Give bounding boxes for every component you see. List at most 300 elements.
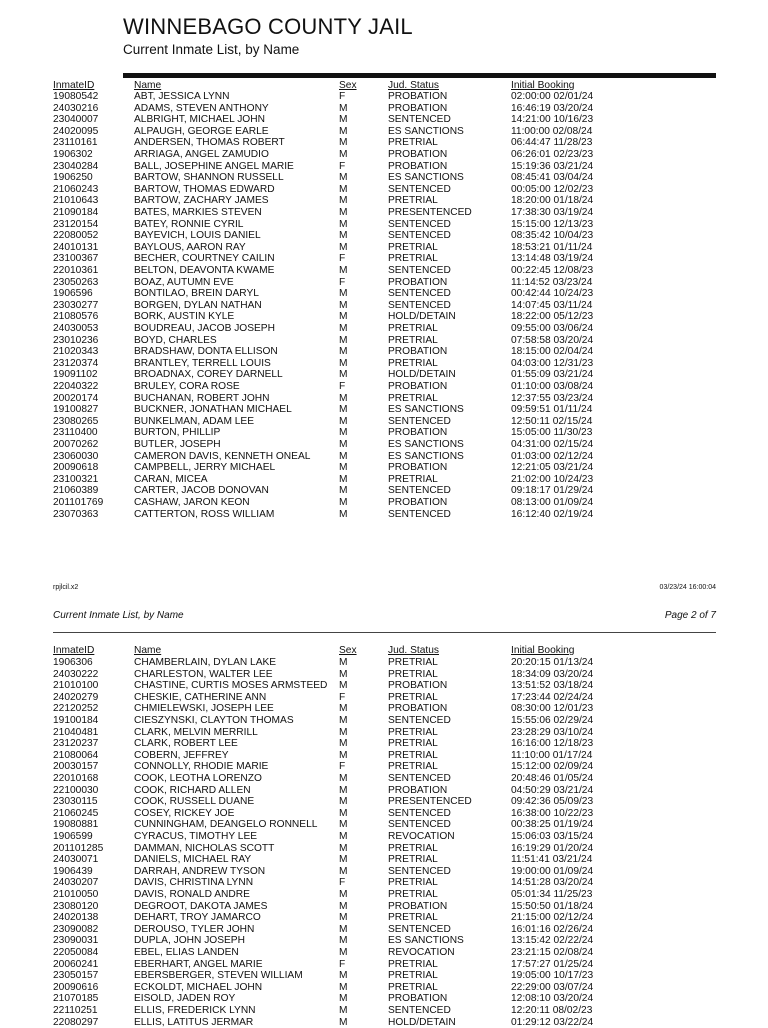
jud-status: PROBATION — [388, 381, 448, 392]
inmate-name: BORK, AUSTIN KYLE — [134, 311, 235, 323]
inmate-sex: F — [339, 276, 346, 288]
table-row — [0, 369, 768, 381]
inmate-name: BRANTLEY, TERRELL LOUIS — [134, 357, 271, 369]
col-header-jud-status: Jud. Status — [388, 645, 439, 656]
inmate-sex: M — [339, 900, 348, 912]
inmate-id: 1906596 — [53, 288, 93, 300]
inmate-id: 20090618 — [53, 462, 99, 474]
inmate-name: ECKOLDT, MICHAEL JOHN — [134, 981, 263, 993]
inmate-id: 24020279 — [53, 691, 99, 703]
inmate-name: CYRACUS, TIMOTHY LEE — [134, 831, 258, 842]
jud-status: PRETRIAL — [388, 657, 438, 668]
table-row — [0, 416, 768, 428]
inmate-sex: M — [339, 784, 348, 796]
inmate-name: BALL, JOSEPHINE ANGEL MARIE — [134, 160, 294, 172]
inmate-name: COBERN, JEFFREY — [134, 749, 229, 761]
inmate-sex: M — [339, 346, 348, 358]
jud-status: PRETRIAL — [388, 889, 438, 900]
jud-status: HOLD/DETAIN — [388, 1016, 456, 1028]
inmate-id: 1906439 — [53, 865, 93, 877]
jud-status: PRETRIAL — [388, 981, 438, 993]
inmate-sex: M — [339, 726, 348, 738]
inmate-name: BARTOW, SHANNON RUSSELL — [134, 172, 284, 184]
initial-booking: 11:10:00 01/17/24 — [511, 749, 593, 761]
table-row — [0, 91, 768, 103]
inmate-sex: F — [339, 91, 346, 102]
jud-status: SENTENCED — [388, 819, 451, 831]
inmate-sex: F — [339, 160, 346, 172]
initial-booking: 16:01:16 02/26/24 — [511, 923, 594, 935]
jud-status: ES SANCTIONS — [388, 439, 464, 450]
table-row — [0, 959, 768, 971]
inmate-id: 22010168 — [53, 773, 99, 784]
inmate-id: 24010131 — [53, 241, 99, 253]
inmate-id: 19100184 — [53, 715, 99, 726]
jud-status: SENTENCED — [388, 299, 451, 311]
inmate-sex: M — [339, 241, 348, 253]
inmate-name: BELTON, DEAVONTA KWAME — [134, 265, 275, 276]
table-row — [0, 114, 768, 126]
jud-status: REVOCATION — [388, 831, 455, 842]
inmate-name: ALPAUGH, GEORGE EARLE — [134, 125, 269, 137]
inmate-sex: M — [339, 485, 348, 497]
jud-status: PROBATION — [388, 784, 448, 796]
inmate-name: EBERHART, ANGEL MARIE — [134, 958, 263, 970]
jud-status: SENTENCED — [388, 773, 451, 784]
inmate-id: 21010643 — [53, 195, 99, 207]
inmate-sex: M — [339, 288, 348, 300]
initial-booking: 08:45:41 03/04/24 — [511, 172, 594, 184]
jud-status: PRETRIAL — [388, 691, 438, 703]
inmate-id: 24030207 — [53, 877, 99, 889]
jud-status: SENTENCED — [388, 288, 451, 300]
page2-title: Current Inmate List, by Name — [53, 610, 184, 621]
jud-status: PROBATION — [388, 149, 448, 160]
inmate-sex: M — [339, 819, 348, 831]
inmate-id: 23120154 — [53, 218, 99, 230]
jud-status: SENTENCED — [388, 807, 451, 819]
inmate-name: EBEL, ELIAS LANDEN — [134, 947, 239, 958]
inmate-name: ABT, JESSICA LYNN — [134, 91, 230, 102]
inmate-name: CLARK, ROBERT LEE — [134, 738, 238, 750]
table-row — [0, 1005, 768, 1017]
inmate-id: 22010361 — [53, 265, 99, 276]
inmate-id: 21080064 — [53, 749, 99, 761]
jud-status: PROBATION — [388, 160, 448, 172]
inmate-sex: M — [339, 923, 348, 935]
table-row — [0, 404, 768, 416]
inmate-id: 23060030 — [53, 450, 99, 462]
inmate-id: 23120237 — [53, 738, 99, 750]
inmate-id: 23010236 — [53, 334, 99, 346]
inmate-sex: M — [339, 427, 348, 439]
inmate-name: CARTER, JACOB DONOVAN — [134, 485, 269, 497]
initial-booking: 18:15:00 02/04/24 — [511, 346, 594, 358]
initial-booking: 20:20:15 01/13/24 — [511, 657, 594, 668]
inmate-id: 22080052 — [53, 230, 99, 242]
inmate-name: ELLIS, FREDERICK LYNN — [134, 1005, 256, 1016]
table-row — [0, 831, 768, 843]
jud-status: PRETRIAL — [388, 761, 438, 773]
inmate-sex: M — [339, 865, 348, 877]
inmate-sex: M — [339, 807, 348, 819]
inmate-sex: M — [339, 323, 348, 334]
jud-status: SENTENCED — [388, 230, 451, 242]
table-row — [0, 172, 768, 184]
inmate-id: 19080881 — [53, 819, 99, 831]
table-row — [0, 657, 768, 669]
jud-status: ES SANCTIONS — [388, 450, 464, 462]
inmate-id: 19080542 — [53, 91, 99, 102]
col-header-inmateid: InmateID — [53, 645, 95, 656]
table-row — [0, 346, 768, 358]
inmate-name: COSEY, RICKEY JOE — [134, 807, 235, 819]
inmate-sex: M — [339, 334, 348, 346]
initial-booking: 17:38:30 03/19/24 — [511, 207, 594, 218]
jud-status: SENTENCED — [388, 218, 451, 230]
inmate-id: 24020138 — [53, 912, 99, 924]
page2-rule — [53, 632, 716, 633]
report-code: rpjlcil.x2 — [53, 584, 79, 591]
inmate-id: 23040284 — [53, 160, 99, 172]
initial-booking: 21:15:00 02/12/24 — [511, 912, 594, 924]
inmate-name: BOUDREAU, JACOB JOSEPH — [134, 323, 275, 334]
jud-status: PRETRIAL — [388, 749, 438, 761]
inmate-name: BATES, MARKIES STEVEN — [134, 207, 262, 218]
inmate-name: DAVIS, RONALD ANDRE — [134, 889, 250, 900]
inmate-id: 23030115 — [53, 796, 98, 808]
jud-status: PROBATION — [388, 91, 448, 102]
table-row — [0, 427, 768, 439]
jud-status: PROBATION — [388, 680, 448, 692]
jud-status: PRETRIAL — [388, 137, 438, 149]
inmate-name: DUPLA, JOHN JOSEPH — [134, 935, 245, 947]
inmate-id: 22100030 — [53, 784, 99, 796]
initial-booking: 01:03:00 02/12/24 — [511, 450, 594, 462]
initial-booking: 15:55:06 02/29/24 — [511, 715, 594, 726]
table-row — [0, 901, 768, 913]
table-row — [0, 311, 768, 323]
initial-booking: 23:21:15 02/08/24 — [511, 947, 594, 958]
table-row — [0, 219, 768, 231]
inmate-sex: M — [339, 357, 348, 369]
inmate-name: EISOLD, JADEN ROY — [134, 993, 236, 1005]
inmate-id: 23110400 — [53, 427, 98, 439]
inmate-name: BUTLER, JOSEPH — [134, 439, 221, 450]
inmate-sex: M — [339, 497, 348, 508]
inmate-id: 20090616 — [53, 981, 99, 993]
initial-booking: 04:03:00 12/31/23 — [511, 357, 594, 369]
initial-booking: 00:22:45 12/08/23 — [511, 265, 594, 276]
inmate-name: BARTOW, ZACHARY JAMES — [134, 195, 269, 207]
col-header-name: Name — [134, 645, 162, 656]
initial-booking: 00:42:44 10/24/23 — [511, 288, 594, 300]
table-row — [0, 265, 768, 277]
jud-status: PRETRIAL — [388, 473, 438, 485]
inmate-id: 21040481 — [53, 726, 99, 738]
table-row — [0, 715, 768, 727]
inmate-name: BATEY, RONNIE CYRIL — [134, 218, 244, 230]
inmate-name: BUNKELMAN, ADAM LEE — [134, 415, 255, 427]
inmate-id: 201101769 — [53, 497, 104, 508]
table-row — [0, 149, 768, 161]
inmate-name: COOK, RICHARD ALLEN — [134, 784, 251, 796]
col-header-initial-booking: Initial Booking — [511, 645, 575, 656]
initial-booking: 01:10:00 03/08/24 — [511, 381, 594, 392]
col-header-name: Name — [134, 80, 162, 91]
table-row — [0, 703, 768, 715]
jud-status: PRESENTENCED — [388, 207, 472, 218]
inmate-id: 1906599 — [53, 831, 93, 842]
inmate-name: BOYD, CHARLES — [134, 334, 217, 346]
initial-booking: 02:00:00 02/01/24 — [511, 91, 594, 102]
inmate-id: 21060243 — [53, 183, 99, 195]
initial-booking: 06:44:47 11/28/23 — [511, 137, 593, 149]
header-rule — [123, 73, 716, 78]
inmate-id: 23090082 — [53, 923, 99, 935]
jud-status: PRETRIAL — [388, 958, 438, 970]
inmate-sex: M — [339, 508, 348, 520]
inmate-id: 23100367 — [53, 253, 99, 265]
inmate-sex: M — [339, 715, 348, 726]
inmate-id: 22050084 — [53, 947, 99, 958]
table-row — [0, 750, 768, 762]
table-row — [0, 485, 768, 497]
table-row — [0, 738, 768, 750]
table-row — [0, 924, 768, 936]
initial-booking: 13:51:52 03/18/24 — [511, 680, 594, 692]
inmate-name: DAVIS, CHRISTINA LYNN — [134, 877, 254, 889]
inmate-name: DEHART, TROY JAMARCO — [134, 912, 261, 924]
table-row — [0, 785, 768, 797]
jud-status: PRETRIAL — [388, 970, 438, 982]
inmate-id: 20020174 — [53, 392, 99, 404]
jud-status: SENTENCED — [388, 1005, 451, 1016]
initial-booking: 12:37:55 03/23/24 — [511, 392, 594, 404]
table-row — [0, 126, 768, 138]
inmate-sex: M — [339, 392, 348, 404]
jud-status: SENTENCED — [388, 865, 451, 877]
inmate-sex: M — [339, 854, 348, 866]
jud-status: PRETRIAL — [388, 195, 438, 207]
table-row — [0, 474, 768, 486]
initial-booking: 11:51:41 03/21/24 — [511, 854, 593, 866]
initial-booking: 09:55:00 03/06/24 — [511, 323, 594, 334]
jud-status: SENTENCED — [388, 923, 451, 935]
inmate-id: 23030277 — [53, 299, 99, 311]
jud-status: SENTENCED — [388, 415, 451, 427]
jud-status: PRESENTENCED — [388, 796, 472, 808]
inmate-name: DEGROOT, DAKOTA JAMES — [134, 900, 268, 912]
table-row — [0, 323, 768, 335]
table-row — [0, 277, 768, 289]
initial-booking: 14:07:45 03/11/24 — [511, 299, 593, 311]
jud-status: PRETRIAL — [388, 241, 438, 253]
table-row — [0, 866, 768, 878]
initial-booking: 09:59:51 01/11/24 — [511, 404, 593, 416]
inmate-sex: M — [339, 415, 348, 427]
table-row — [0, 692, 768, 704]
inmate-sex: M — [339, 796, 348, 808]
table-row — [0, 854, 768, 866]
col-header-jud-status: Jud. Status — [388, 80, 439, 91]
inmate-name: CLARK, MELVIN MERRILL — [134, 726, 258, 738]
inmate-id: 23070363 — [53, 508, 99, 520]
table-row — [0, 451, 768, 463]
initial-booking: 15:05:00 11/30/23 — [511, 427, 593, 439]
inmate-id: 23050263 — [53, 276, 99, 288]
inmate-id: 19100827 — [53, 404, 99, 416]
jud-status: PROBATION — [388, 993, 448, 1005]
inmate-id: 201101285 — [53, 842, 104, 854]
inmate-id: 23040007 — [53, 114, 99, 126]
inmate-sex: M — [339, 657, 348, 668]
jud-status: PRETRIAL — [388, 334, 438, 346]
jud-status: REVOCATION — [388, 947, 455, 958]
inmate-sex: M — [339, 473, 348, 485]
jud-status: ES SANCTIONS — [388, 172, 464, 184]
inmate-name: ANDERSEN, THOMAS ROBERT — [134, 137, 285, 149]
inmate-name: BAYEVICH, LOUIS DANIEL — [134, 230, 261, 242]
inmate-sex: M — [339, 947, 348, 958]
initial-booking: 01:29:12 03/22/24 — [511, 1016, 594, 1028]
table-row — [0, 808, 768, 820]
inmate-id: 22080297 — [53, 1016, 99, 1028]
table-row — [0, 300, 768, 312]
initial-booking: 11:14:52 03/23/24 — [511, 276, 593, 288]
initial-booking: 13:15:42 02/22/24 — [511, 935, 594, 947]
inmate-sex: F — [339, 691, 346, 703]
inmate-name: EBERSBERGER, STEVEN WILLIAM — [134, 970, 303, 982]
inmate-id: 23090031 — [53, 935, 99, 947]
inmate-sex: M — [339, 889, 348, 900]
jud-status: PRETRIAL — [388, 392, 438, 404]
jud-status: ES SANCTIONS — [388, 935, 464, 947]
jud-status: SENTENCED — [388, 508, 451, 520]
inmate-sex: M — [339, 183, 348, 195]
initial-booking: 22:29:00 03/07/24 — [511, 981, 594, 993]
initial-booking: 08:13:00 01/09/24 — [511, 497, 594, 508]
table-row — [0, 184, 768, 196]
inmate-sex: M — [339, 912, 348, 924]
jud-status: PROBATION — [388, 462, 448, 474]
inmate-name: BECHER, COURTNEY CAILIN — [134, 253, 275, 265]
jud-status: PRETRIAL — [388, 253, 438, 265]
table-row — [0, 462, 768, 474]
inmate-name: CAMERON DAVIS, KENNETH ONEAL — [134, 450, 311, 462]
inmate-sex: F — [339, 958, 346, 970]
inmate-sex: M — [339, 137, 348, 149]
initial-booking: 14:21:00 10/16/23 — [511, 114, 594, 126]
table-row — [0, 253, 768, 265]
inmate-sex: M — [339, 703, 348, 715]
inmate-sex: M — [339, 404, 348, 416]
inmate-name: BAYLOUS, AARON RAY — [134, 241, 246, 253]
initial-booking: 15:12:00 02/09/24 — [511, 761, 594, 773]
inmate-id: 21060389 — [53, 485, 99, 497]
initial-booking: 21:02:00 10/24/23 — [511, 473, 594, 485]
jud-status: PROBATION — [388, 497, 448, 508]
inmate-name: BRULEY, CORA ROSE — [134, 381, 240, 392]
inmate-name: CAMPBELL, JERRY MICHAEL — [134, 462, 276, 474]
initial-booking: 04:31:00 02/15/24 — [511, 439, 594, 450]
inmate-id: 23080265 — [53, 415, 99, 427]
table-row — [0, 439, 768, 451]
table-row — [0, 335, 768, 347]
table-row — [0, 497, 768, 509]
inmate-id: 1906306 — [53, 657, 93, 668]
table-row — [0, 970, 768, 982]
table-row — [0, 773, 768, 785]
inmate-name: CONNOLLY, RHODIE MARIE — [134, 761, 269, 773]
inmate-sex: M — [339, 450, 348, 462]
initial-booking: 14:51:28 03/20/24 — [511, 877, 594, 889]
inmate-id: 23080120 — [53, 900, 99, 912]
inmate-name: DANIELS, MICHAEL RAY — [134, 854, 252, 866]
inmate-id: 23120374 — [53, 357, 99, 369]
inmate-name: CHESKIE, CATHERINE ANN — [134, 691, 267, 703]
inmate-name: CHARLESTON, WALTER LEE — [134, 668, 273, 680]
jud-status: HOLD/DETAIN — [388, 369, 456, 381]
jud-status: PRETRIAL — [388, 854, 438, 866]
initial-booking: 08:35:42 10/04/23 — [511, 230, 594, 242]
table-row — [0, 137, 768, 149]
initial-booking: 15:15:00 12/13/23 — [511, 218, 594, 230]
table-row — [0, 381, 768, 393]
inmate-name: BONTILAO, BREIN DARYL — [134, 288, 259, 300]
jud-status: PROBATION — [388, 102, 448, 114]
inmate-id: 24030053 — [53, 323, 99, 334]
table-row — [0, 935, 768, 947]
inmate-name: BROADNAX, COREY DARNELL — [134, 369, 283, 381]
inmate-name: CHAMBERLAIN, DYLAN LAKE — [134, 657, 277, 668]
table-row — [0, 947, 768, 959]
inmate-sex: M — [339, 265, 348, 276]
initial-booking: 19:00:00 01/09/24 — [511, 865, 594, 877]
jud-status: PRETRIAL — [388, 842, 438, 854]
table-row — [0, 195, 768, 207]
table-row — [0, 982, 768, 994]
inmate-id: 23110161 — [53, 137, 98, 149]
inmate-sex: M — [339, 230, 348, 242]
col-header-inmateid: InmateID — [53, 80, 95, 91]
initial-booking: 15:50:50 01/18/24 — [511, 900, 594, 912]
inmate-sex: F — [339, 877, 346, 889]
jud-status: PRETRIAL — [388, 726, 438, 738]
jud-status: PROBATION — [388, 900, 448, 912]
inmate-id: 24030216 — [53, 102, 99, 114]
inmate-sex: M — [339, 125, 348, 137]
initial-booking: 04:50:29 03/21/24 — [511, 784, 594, 796]
report-subtitle: Current Inmate List, by Name — [123, 42, 300, 57]
inmate-name: BRADSHAW, DONTA ELLISON — [134, 346, 278, 358]
table-row — [0, 288, 768, 300]
inmate-name: ADAMS, STEVEN ANTHONY — [134, 102, 269, 114]
jud-status: PRETRIAL — [388, 738, 438, 750]
inmate-name: ALBRIGHT, MICHAEL JOHN — [134, 114, 265, 126]
inmate-sex: M — [339, 218, 348, 230]
inmate-name: BURTON, PHILLIP — [134, 427, 221, 439]
initial-booking: 07:58:58 03/20/24 — [511, 334, 594, 346]
table-row — [0, 207, 768, 219]
jud-status: HOLD/DETAIN — [388, 311, 456, 323]
inmate-sex: M — [339, 102, 348, 114]
jud-status: PRETRIAL — [388, 668, 438, 680]
initial-booking: 12:20:11 08/02/23 — [511, 1005, 593, 1016]
inmate-id: 21070185 — [53, 993, 99, 1005]
inmate-id: 20070262 — [53, 439, 99, 450]
inmate-name: BUCHANAN, ROBERT JOHN — [134, 392, 270, 404]
